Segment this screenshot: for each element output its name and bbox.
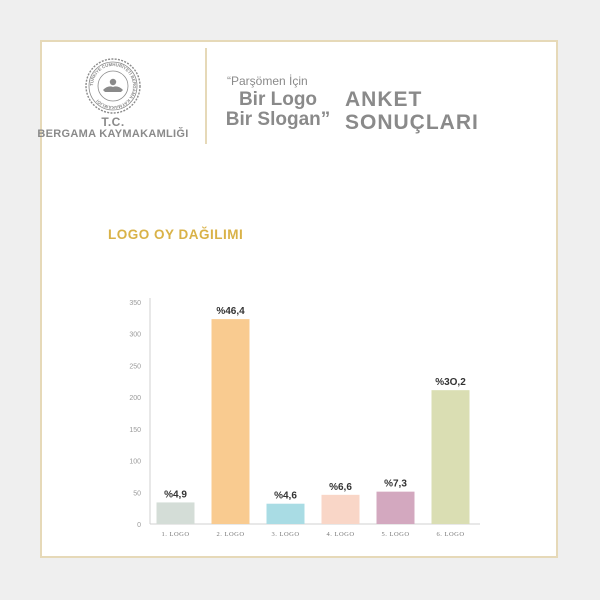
slogan-line-1: Bir Logo [238,89,318,110]
x-tick-label: 3. LOGO [271,531,300,538]
y-tick-label: 200 [129,395,141,403]
y-tick-label: 150 [129,426,141,434]
org-prefix: T.C. [101,115,125,129]
page-title-line-2: SONUÇLARI [345,111,479,134]
x-tick-label: 5. LOGO [381,531,410,538]
slogan-line-2: Bir Slogan” [225,109,331,130]
data-label: %46,4 [216,306,245,318]
page-title-line-1: ANKET [345,88,423,111]
bar [212,319,250,524]
data-label: %3O,2 [435,377,466,389]
data-label: %6,6 [329,481,352,493]
data-label: %4,9 [164,489,187,501]
bar [157,502,195,524]
bar [322,495,360,524]
x-tick-label: 2. LOGO [216,531,245,538]
seal-ring-text: TÜRKİYE CUMHURİYETİ BERGAMA KAYMAKAMLIĞI [88,61,138,111]
y-tick-label: 300 [129,331,141,339]
y-tick-label: 100 [129,458,141,466]
bar [432,390,470,524]
y-tick-label: 0 [137,522,141,529]
x-tick-label: 1. LOGO [161,531,190,538]
campaign-subtitle: “Parşömen İçin [227,74,308,88]
chart-title: LOGO OY DAĞILIMI [108,227,244,242]
data-label: %7,3 [384,478,407,490]
y-tick-label: 250 [129,363,141,371]
data-label: %4,6 [274,490,297,502]
x-tick-label: 6. LOGO [436,531,465,538]
y-tick-label: 50 [133,490,141,498]
bar [267,504,305,524]
org-name: BERGAMA KAYMAKAMLIĞI [37,128,189,140]
x-tick-label: 4. LOGO [326,531,355,538]
y-tick-label: 350 [129,300,141,307]
bar [377,492,415,524]
